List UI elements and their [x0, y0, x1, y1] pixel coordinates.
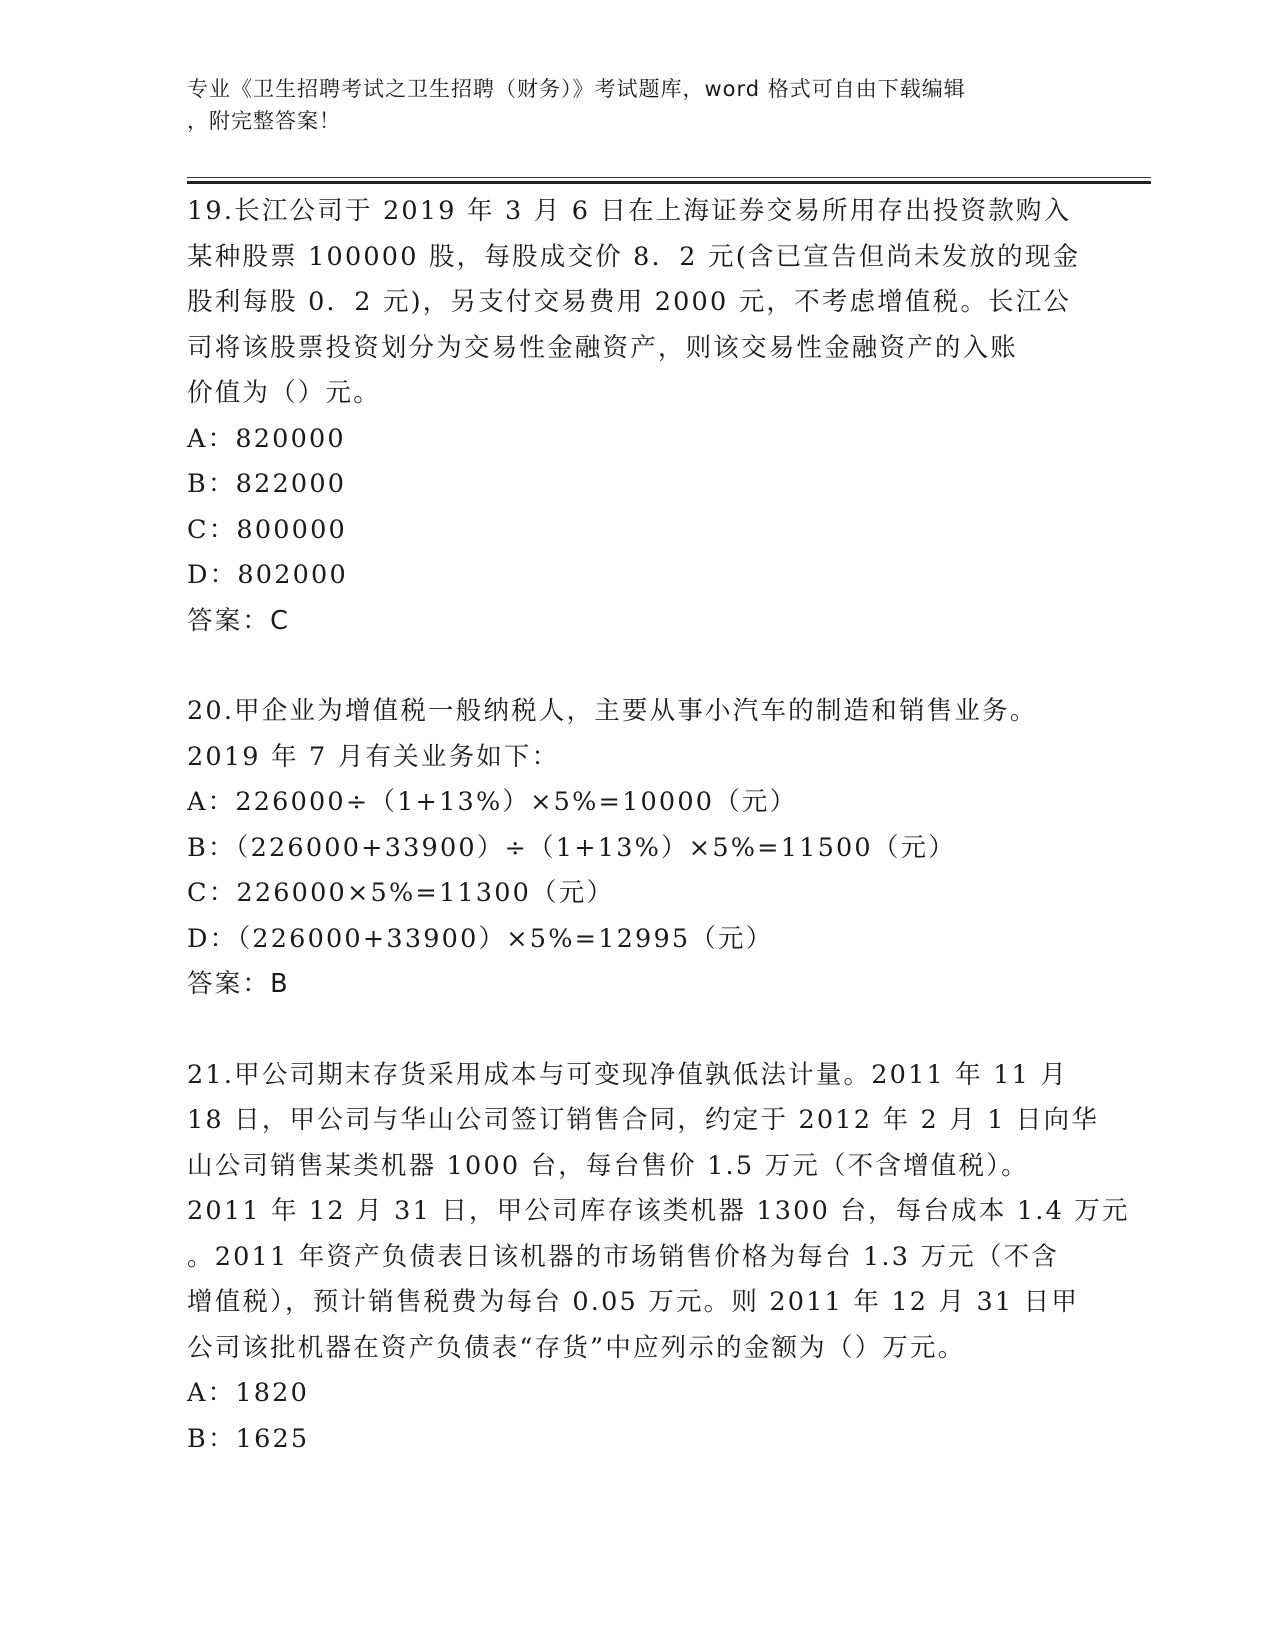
option-d: D：（226000+33900）×5%=12995（元） — [187, 923, 774, 954]
question-stem-line: 股利每股 0．2 元)，另支付交易费用 2000 元，不考虑增值税。长江公 — [187, 287, 1072, 317]
answer-label: 答案：C — [187, 605, 291, 636]
question-stem-line: 19.长江公司于 2019 年 3 月 6 日在上海证券交易所用存出投资款购入 — [187, 196, 1072, 226]
header-divider-thin — [187, 177, 1151, 178]
question-20 — [187, 689, 1087, 1008]
question-stem-line: 某种股票 100000 股，每股成交价 8．2 元(含已宣告但尚未发放的现金 — [187, 241, 1081, 272]
question-stem-line: 2011 年 12 月 31 日，甲公司库存该类机器 1300 台，每台成本 1.4 万元 — [187, 1196, 1130, 1226]
question-spacer — [187, 644, 1087, 689]
option-d: D：802000 — [187, 560, 348, 590]
question-stem-line: 公司该批机器在资产负债表“存货”中应列示的金额为（）万元。 — [187, 1332, 966, 1363]
document-header — [187, 73, 1067, 137]
option-a: A：226000÷（1+13%）×5%=10000（元） — [187, 787, 798, 817]
question-stem-line: 价值为（）元。 — [187, 378, 381, 408]
option-c: C：226000×5%=11300（元） — [187, 878, 615, 908]
question-stem-line: 增值税），预计销售税费为每台 0.05 万元。则 2011 年 12 月 31 日甲 — [187, 1287, 1080, 1317]
question-stem-line: 18 日，甲公司与华山公司签订销售合同，约定于 2012 年 2 月 1 日向华 — [187, 1105, 1100, 1135]
question-list — [187, 189, 1130, 1462]
question-stem-line: 。2011 年资产负债表日该机器的市场销售价格为每台 1.3 万元（不含 — [187, 1241, 1059, 1272]
option-a: A：1820 — [187, 1378, 310, 1408]
header-divider-thick — [187, 181, 1151, 184]
option-b: B：1625 — [187, 1423, 310, 1454]
option-b: B：822000 — [187, 469, 347, 499]
option-c: C：800000 — [187, 514, 347, 545]
header-line-1: 专业《卫生招聘考试之卫生招聘（财务）》考试题库，word 格式可自由下载编辑 — [187, 77, 966, 101]
question-stem-line: 2019 年 7 月有关业务如下： — [187, 741, 560, 772]
question-19 — [187, 189, 1087, 644]
question-stem-line: 21.甲公司期末存货采用成本与可变现净值孰低法计量。2011 年 11 月 — [187, 1059, 1069, 1090]
question-stem-line: 20.甲企业为增值税一般纳税人，主要从事小汽车的制造和销售业务。 — [187, 696, 1038, 726]
option-b: B：（226000+33900）÷（1+13%）×5%=11500（元） — [187, 832, 956, 863]
option-a: A：820000 — [187, 423, 346, 454]
question-stem-line: 山公司销售某类机器 1000 台，每台售价 1.5 万元（不含增值税）。 — [187, 1150, 1029, 1181]
answer-label: 答案：B — [187, 969, 290, 999]
header-line-2: ，附完整答案！ — [187, 109, 341, 133]
question-spacer — [187, 1008, 1087, 1053]
question-21 — [187, 1053, 1130, 1463]
question-stem-line: 司将该股票投资划分为交易性金融资产，则该交易性金融资产的入账 — [187, 332, 1019, 363]
